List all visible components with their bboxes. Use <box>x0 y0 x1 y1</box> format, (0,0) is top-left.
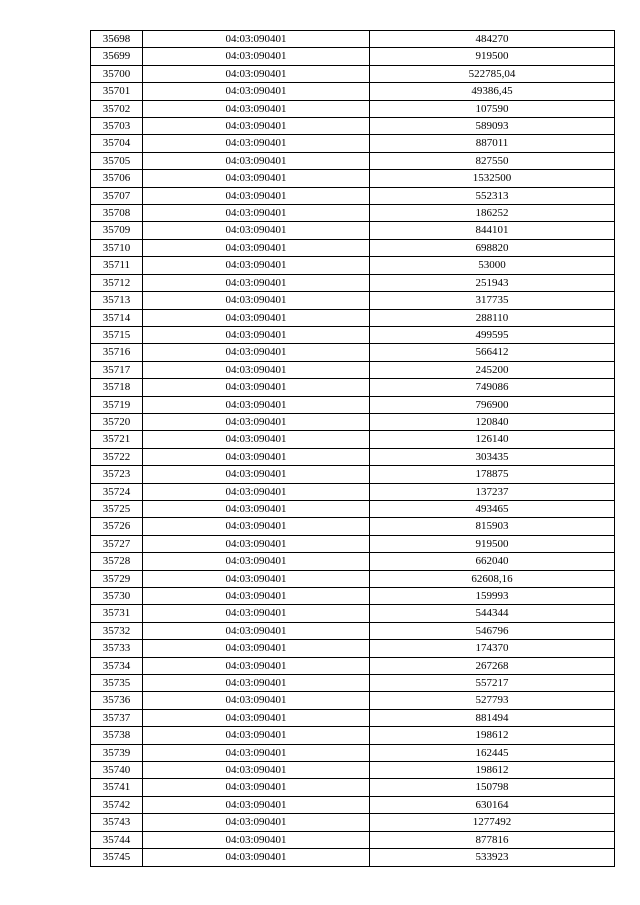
row-number-cell: 35700 <box>91 65 143 82</box>
table-row <box>91 118 615 135</box>
row-number-cell: 35730 <box>91 588 143 605</box>
cadastral-code-cell: 04:03:090401 <box>143 692 370 709</box>
value-cell: 120840 <box>370 413 615 430</box>
cadastral-code-cell: 04:03:090401 <box>143 83 370 100</box>
row-number-cell: 35726 <box>91 518 143 535</box>
cadastral-code-cell: 04:03:090401 <box>143 744 370 761</box>
table-row <box>91 361 615 378</box>
cadastral-code-cell: 04:03:090401 <box>143 222 370 239</box>
row-number-cell: 35721 <box>91 431 143 448</box>
table-row <box>91 622 615 639</box>
value-cell: 1532500 <box>370 170 615 187</box>
row-number-cell: 35722 <box>91 448 143 465</box>
table-row <box>91 31 615 48</box>
table-row <box>91 831 615 848</box>
table-row <box>91 396 615 413</box>
row-number-cell: 35741 <box>91 779 143 796</box>
row-number-cell: 35738 <box>91 727 143 744</box>
value-cell: 546796 <box>370 622 615 639</box>
row-number-cell: 35739 <box>91 744 143 761</box>
value-cell: 589093 <box>370 118 615 135</box>
table-row <box>91 205 615 222</box>
value-cell: 557217 <box>370 675 615 692</box>
cadastral-code-cell: 04:03:090401 <box>143 205 370 222</box>
table-row <box>91 814 615 831</box>
table-row <box>91 274 615 291</box>
row-number-cell: 35705 <box>91 152 143 169</box>
table-row <box>91 640 615 657</box>
table-row <box>91 309 615 326</box>
value-cell: 552313 <box>370 187 615 204</box>
table-row <box>91 222 615 239</box>
table-row <box>91 170 615 187</box>
table-row <box>91 292 615 309</box>
cadastral-code-cell: 04:03:090401 <box>143 100 370 117</box>
row-number-cell: 35715 <box>91 326 143 343</box>
row-number-cell: 35701 <box>91 83 143 100</box>
table-row <box>91 553 615 570</box>
table-row <box>91 849 615 866</box>
value-cell: 137237 <box>370 483 615 500</box>
cadastral-code-cell: 04:03:090401 <box>143 709 370 726</box>
table-row <box>91 588 615 605</box>
value-cell: 159993 <box>370 588 615 605</box>
cadastral-code-cell: 04:03:090401 <box>143 326 370 343</box>
row-number-cell: 35732 <box>91 622 143 639</box>
table-row <box>91 605 615 622</box>
value-cell: 198612 <box>370 727 615 744</box>
cadastral-code-cell: 04:03:090401 <box>143 274 370 291</box>
table-row <box>91 779 615 796</box>
cadastral-code-cell: 04:03:090401 <box>143 135 370 152</box>
table-row <box>91 709 615 726</box>
value-cell: 919500 <box>370 535 615 552</box>
value-cell: 288110 <box>370 309 615 326</box>
table-row <box>91 535 615 552</box>
row-number-cell: 35708 <box>91 205 143 222</box>
cadastral-code-cell: 04:03:090401 <box>143 344 370 361</box>
cadastral-code-cell: 04:03:090401 <box>143 831 370 848</box>
table-row <box>91 135 615 152</box>
table-row <box>91 692 615 709</box>
row-number-cell: 35719 <box>91 396 143 413</box>
value-cell: 150798 <box>370 779 615 796</box>
cadastral-code-cell: 04:03:090401 <box>143 814 370 831</box>
table-row <box>91 796 615 813</box>
table-row <box>91 239 615 256</box>
value-cell: 877816 <box>370 831 615 848</box>
table-row <box>91 83 615 100</box>
row-number-cell: 35735 <box>91 675 143 692</box>
table-row <box>91 744 615 761</box>
table-row <box>91 500 615 517</box>
cadastral-code-cell: 04:03:090401 <box>143 779 370 796</box>
table-row <box>91 413 615 430</box>
cadastral-code-cell: 04:03:090401 <box>143 535 370 552</box>
cadastral-code-cell: 04:03:090401 <box>143 796 370 813</box>
cadastral-code-cell: 04:03:090401 <box>143 431 370 448</box>
table-row <box>91 48 615 65</box>
value-cell: 844101 <box>370 222 615 239</box>
cadastral-code-cell: 04:03:090401 <box>143 152 370 169</box>
table-row <box>91 570 615 587</box>
value-cell: 815903 <box>370 518 615 535</box>
cadastral-code-cell: 04:03:090401 <box>143 483 370 500</box>
cadastral-code-cell: 04:03:090401 <box>143 622 370 639</box>
value-cell: 919500 <box>370 48 615 65</box>
table-row <box>91 483 615 500</box>
row-number-cell: 35743 <box>91 814 143 831</box>
cadastral-code-cell: 04:03:090401 <box>143 31 370 48</box>
cadastral-code-cell: 04:03:090401 <box>143 605 370 622</box>
cadastral-code-cell: 04:03:090401 <box>143 675 370 692</box>
table-row <box>91 675 615 692</box>
row-number-cell: 35703 <box>91 118 143 135</box>
value-cell: 630164 <box>370 796 615 813</box>
value-cell: 749086 <box>370 379 615 396</box>
row-number-cell: 35707 <box>91 187 143 204</box>
cadastral-code-cell: 04:03:090401 <box>143 553 370 570</box>
row-number-cell: 35734 <box>91 657 143 674</box>
value-cell: 162445 <box>370 744 615 761</box>
cadastral-code-cell: 04:03:090401 <box>143 570 370 587</box>
row-number-cell: 35745 <box>91 849 143 866</box>
value-cell: 881494 <box>370 709 615 726</box>
data-table <box>90 30 615 867</box>
value-cell: 533923 <box>370 849 615 866</box>
row-number-cell: 35737 <box>91 709 143 726</box>
value-cell: 317735 <box>370 292 615 309</box>
row-number-cell: 35702 <box>91 100 143 117</box>
row-number-cell: 35729 <box>91 570 143 587</box>
row-number-cell: 35711 <box>91 257 143 274</box>
value-cell: 662040 <box>370 553 615 570</box>
row-number-cell: 35704 <box>91 135 143 152</box>
cadastral-code-cell: 04:03:090401 <box>143 396 370 413</box>
table-body <box>91 31 615 867</box>
row-number-cell: 35712 <box>91 274 143 291</box>
row-number-cell: 35723 <box>91 466 143 483</box>
row-number-cell: 35724 <box>91 483 143 500</box>
cadastral-code-cell: 04:03:090401 <box>143 849 370 866</box>
row-number-cell: 35718 <box>91 379 143 396</box>
row-number-cell: 35698 <box>91 31 143 48</box>
value-cell: 198612 <box>370 762 615 779</box>
value-cell: 267268 <box>370 657 615 674</box>
cadastral-code-cell: 04:03:090401 <box>143 657 370 674</box>
cadastral-code-cell: 04:03:090401 <box>143 500 370 517</box>
cadastral-code-cell: 04:03:090401 <box>143 361 370 378</box>
value-cell: 174370 <box>370 640 615 657</box>
value-cell: 544344 <box>370 605 615 622</box>
table-row <box>91 100 615 117</box>
row-number-cell: 35744 <box>91 831 143 848</box>
table-row <box>91 466 615 483</box>
value-cell: 178875 <box>370 466 615 483</box>
value-cell: 186252 <box>370 205 615 222</box>
cadastral-code-cell: 04:03:090401 <box>143 762 370 779</box>
table-row <box>91 727 615 744</box>
value-cell: 796900 <box>370 396 615 413</box>
value-cell: 245200 <box>370 361 615 378</box>
row-number-cell: 35728 <box>91 553 143 570</box>
row-number-cell: 35717 <box>91 361 143 378</box>
value-cell: 887011 <box>370 135 615 152</box>
cadastral-code-cell: 04:03:090401 <box>143 257 370 274</box>
value-cell: 53000 <box>370 257 615 274</box>
value-cell: 698820 <box>370 239 615 256</box>
value-cell: 493465 <box>370 500 615 517</box>
row-number-cell: 35710 <box>91 239 143 256</box>
cadastral-code-cell: 04:03:090401 <box>143 187 370 204</box>
cadastral-code-cell: 04:03:090401 <box>143 413 370 430</box>
table-row <box>91 379 615 396</box>
row-number-cell: 35731 <box>91 605 143 622</box>
row-number-cell: 35714 <box>91 309 143 326</box>
cadastral-code-cell: 04:03:090401 <box>143 518 370 535</box>
cadastral-code-cell: 04:03:090401 <box>143 292 370 309</box>
row-number-cell: 35727 <box>91 535 143 552</box>
cadastral-code-cell: 04:03:090401 <box>143 448 370 465</box>
cadastral-code-cell: 04:03:090401 <box>143 65 370 82</box>
row-number-cell: 35716 <box>91 344 143 361</box>
value-cell: 107590 <box>370 100 615 117</box>
cadastral-code-cell: 04:03:090401 <box>143 640 370 657</box>
value-cell: 49386,45 <box>370 83 615 100</box>
value-cell: 303435 <box>370 448 615 465</box>
cadastral-code-cell: 04:03:090401 <box>143 379 370 396</box>
value-cell: 1277492 <box>370 814 615 831</box>
cadastral-code-cell: 04:03:090401 <box>143 239 370 256</box>
value-cell: 499595 <box>370 326 615 343</box>
row-number-cell: 35736 <box>91 692 143 709</box>
value-cell: 484270 <box>370 31 615 48</box>
table-row <box>91 657 615 674</box>
row-number-cell: 35720 <box>91 413 143 430</box>
table-row <box>91 762 615 779</box>
table-row <box>91 187 615 204</box>
row-number-cell: 35740 <box>91 762 143 779</box>
cadastral-code-cell: 04:03:090401 <box>143 309 370 326</box>
row-number-cell: 35706 <box>91 170 143 187</box>
cadastral-code-cell: 04:03:090401 <box>143 118 370 135</box>
value-cell: 827550 <box>370 152 615 169</box>
value-cell: 566412 <box>370 344 615 361</box>
row-number-cell: 35725 <box>91 500 143 517</box>
value-cell: 62608,16 <box>370 570 615 587</box>
cadastral-code-cell: 04:03:090401 <box>143 727 370 744</box>
row-number-cell: 35713 <box>91 292 143 309</box>
row-number-cell: 35709 <box>91 222 143 239</box>
row-number-cell: 35699 <box>91 48 143 65</box>
table-row <box>91 518 615 535</box>
table-row <box>91 152 615 169</box>
cadastral-code-cell: 04:03:090401 <box>143 588 370 605</box>
value-cell: 251943 <box>370 274 615 291</box>
table-row <box>91 431 615 448</box>
table-row <box>91 257 615 274</box>
value-cell: 522785,04 <box>370 65 615 82</box>
cadastral-code-cell: 04:03:090401 <box>143 170 370 187</box>
row-number-cell: 35733 <box>91 640 143 657</box>
value-cell: 527793 <box>370 692 615 709</box>
table-row <box>91 65 615 82</box>
cadastral-code-cell: 04:03:090401 <box>143 48 370 65</box>
row-number-cell: 35742 <box>91 796 143 813</box>
table-row <box>91 344 615 361</box>
table-row <box>91 326 615 343</box>
cadastral-code-cell: 04:03:090401 <box>143 466 370 483</box>
table-row <box>91 448 615 465</box>
value-cell: 126140 <box>370 431 615 448</box>
